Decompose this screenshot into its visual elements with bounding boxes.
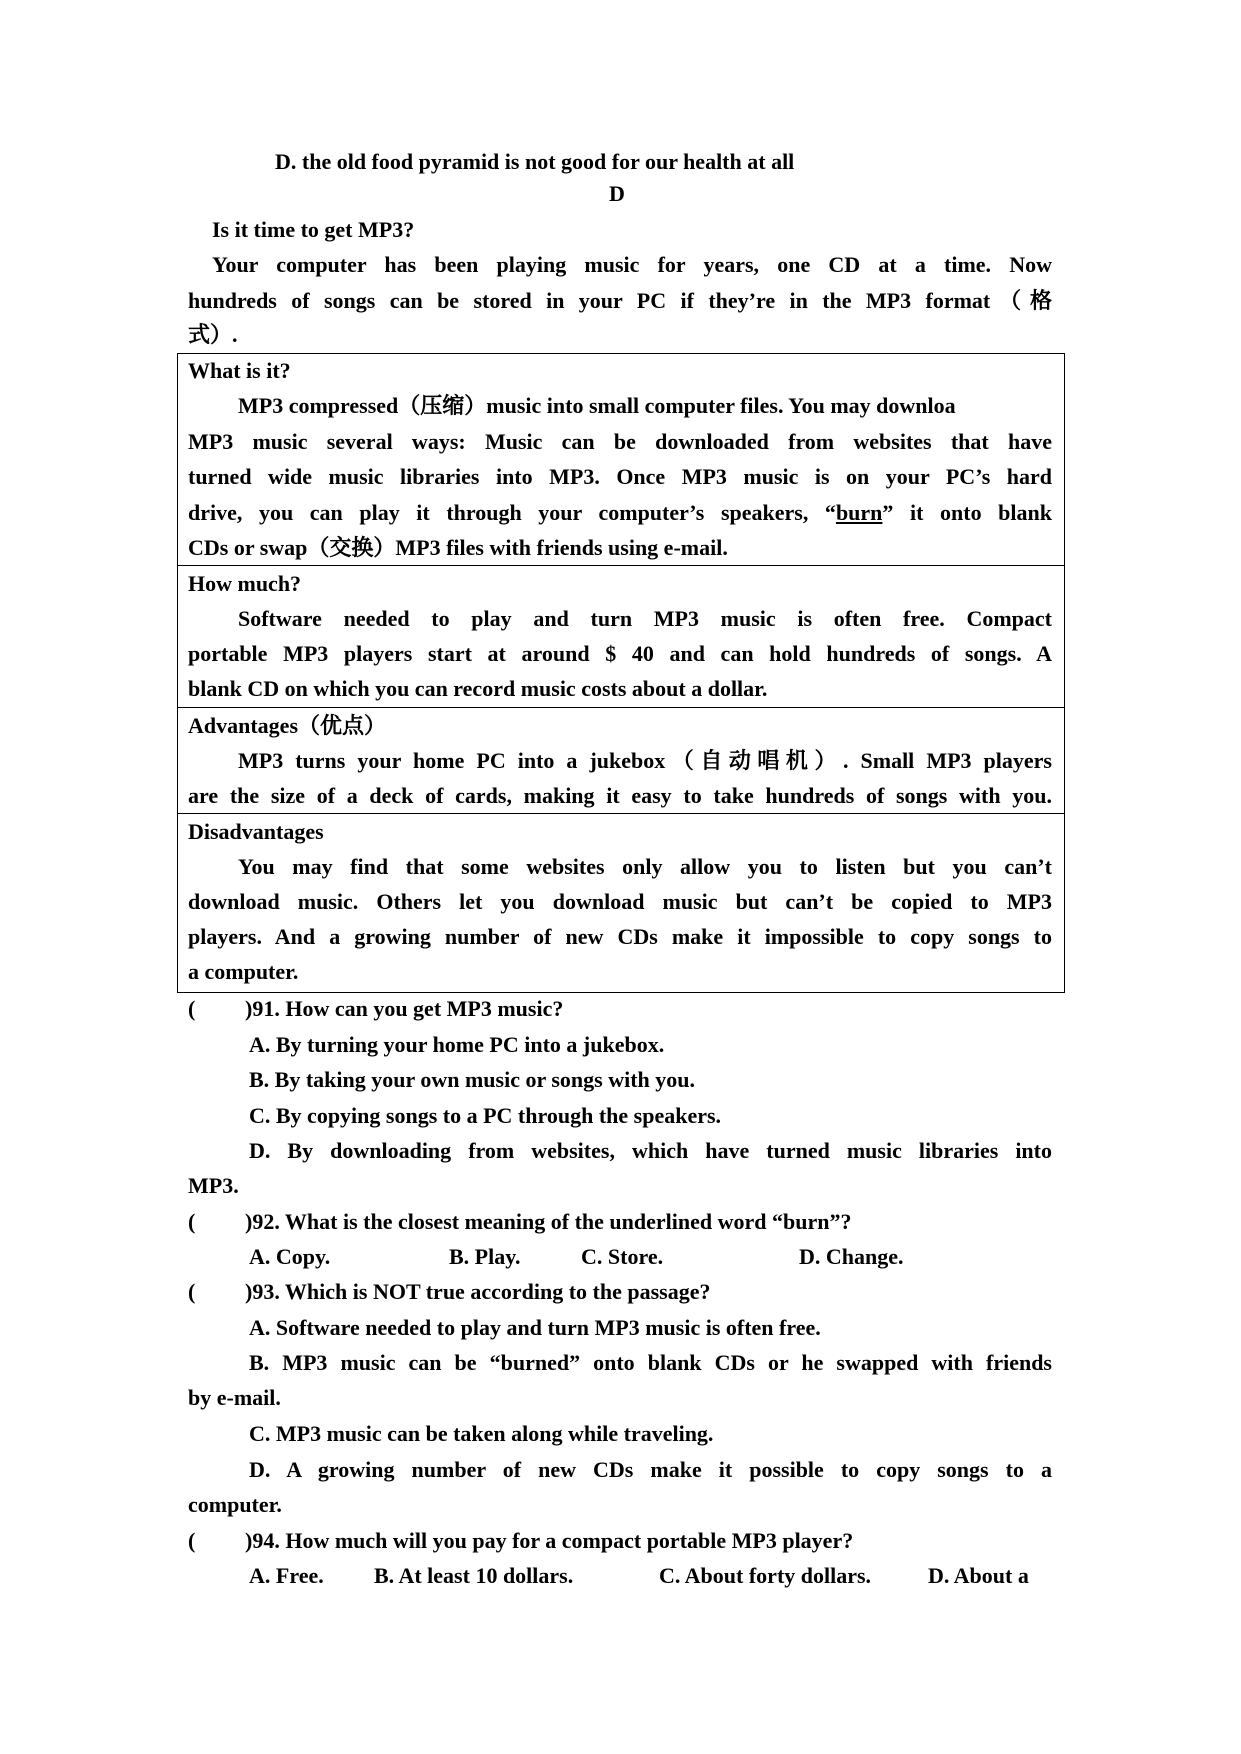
section-heading: Disadvantages [188,819,324,844]
section-heading: Advantages（优点） [188,713,387,738]
answer-bracket[interactable]: ( [188,1209,196,1234]
section-line: turned wide music libraries into MP3. Once MP3 music is on your PC’s hard [188,464,1052,489]
section-line: blank CD on which you can record music costs about a dollar. [188,676,768,701]
option-c: C. MP3 music can be taken along while traveling. [249,1421,714,1446]
question-stem: )92. What is the closest meaning of the underlined word “burn”? [245,1209,852,1234]
option-a: A. Copy. [249,1244,331,1269]
option-a: A. Free. [249,1563,324,1588]
option-b: B. At least 10 dollars. [374,1563,574,1588]
answer-bracket[interactable]: ( [188,1528,196,1553]
section-line: portable MP3 players start at around $ 40 and can hold hundreds of songs. A [188,641,1052,666]
section-line: players. And a growing number of new CDs make it impossible to copy songs to [188,924,1052,949]
section-line: are the size of a deck of cards, making it easy to take hundreds of songs with you. [188,783,1052,808]
section-line: a computer. [188,959,299,984]
section-line: MP3 compressed（压缩）music into small computer files. You may downloa [238,393,956,418]
question-stem: )93. Which is NOT true according to the passage? [245,1279,711,1304]
option-b: B. Play. [449,1244,521,1269]
section-heading: How much? [188,571,302,596]
section-line: MP3 music several ways: Music can be downloaded from websites that have [188,429,1052,454]
intro-line: Your computer has been playing music for years, one CD at a time. Now [212,252,1052,277]
option-d-cont: MP3. [188,1173,239,1198]
question-stem: )94. How much will you pay for a compact portable MP3 player? [245,1528,854,1553]
table-divider [177,565,1065,566]
option-d-cont: computer. [188,1492,282,1517]
table-divider [177,707,1065,708]
question-stem: )91. How can you get MP3 music? [245,996,564,1021]
answer-bracket[interactable]: ( [188,1279,196,1304]
passage-title: Is it time to get MP3? [212,217,415,242]
option-d: D. By downloading from websites, which have turned music libraries into [249,1138,1052,1163]
intro-line: hundreds of songs can be stored in your PC if they’re in the MP3 format（格 [188,288,1052,313]
section-heading: What is it? [188,358,291,383]
option-b: B. By taking your own music or songs with you. [249,1067,696,1092]
option-d: D. About a [928,1563,1029,1588]
option-c: C. By copying songs to a PC through the speakers. [249,1103,722,1128]
option-c: C. About forty dollars. [659,1563,872,1588]
previous-option-d: D. the old food pyramid is not good for our health at all [275,149,795,174]
option-b: B. MP3 music can be “burned” onto blank CDs or he swapped with friends [249,1350,1052,1375]
section-letter: D [609,181,625,206]
intro-line: 式）. [188,322,238,347]
option-d: D. Change. [799,1244,904,1269]
section-line: drive, you can play it through your computer’s speakers, “burn” it onto blank [188,500,1052,525]
section-line: You may find that some websites only allow you to listen but you can’t [238,854,1052,879]
option-a: A. Software needed to play and turn MP3 music is often free. [249,1315,821,1340]
option-a: A. By turning your home PC into a jukebox. [249,1032,665,1057]
table-divider [177,813,1065,814]
section-line: MP3 turns your home PC into a jukebox（自动唱机）. Small MP3 players [238,748,1052,773]
option-c: C. Store. [581,1244,664,1269]
answer-bracket[interactable]: ( [188,996,196,1021]
section-line: Software needed to play and turn MP3 music is often free. Compact [238,606,1052,631]
section-line: download music. Others let you download music but can’t be copied to MP3 [188,889,1052,914]
section-line: CDs or swap（交换）MP3 files with friends using e-mail. [188,535,728,560]
option-b-cont: by e-mail. [188,1385,281,1410]
underlined-word-burn: burn [835,500,883,525]
option-d: D. A growing number of new CDs make it possible to copy songs to a [249,1457,1052,1482]
